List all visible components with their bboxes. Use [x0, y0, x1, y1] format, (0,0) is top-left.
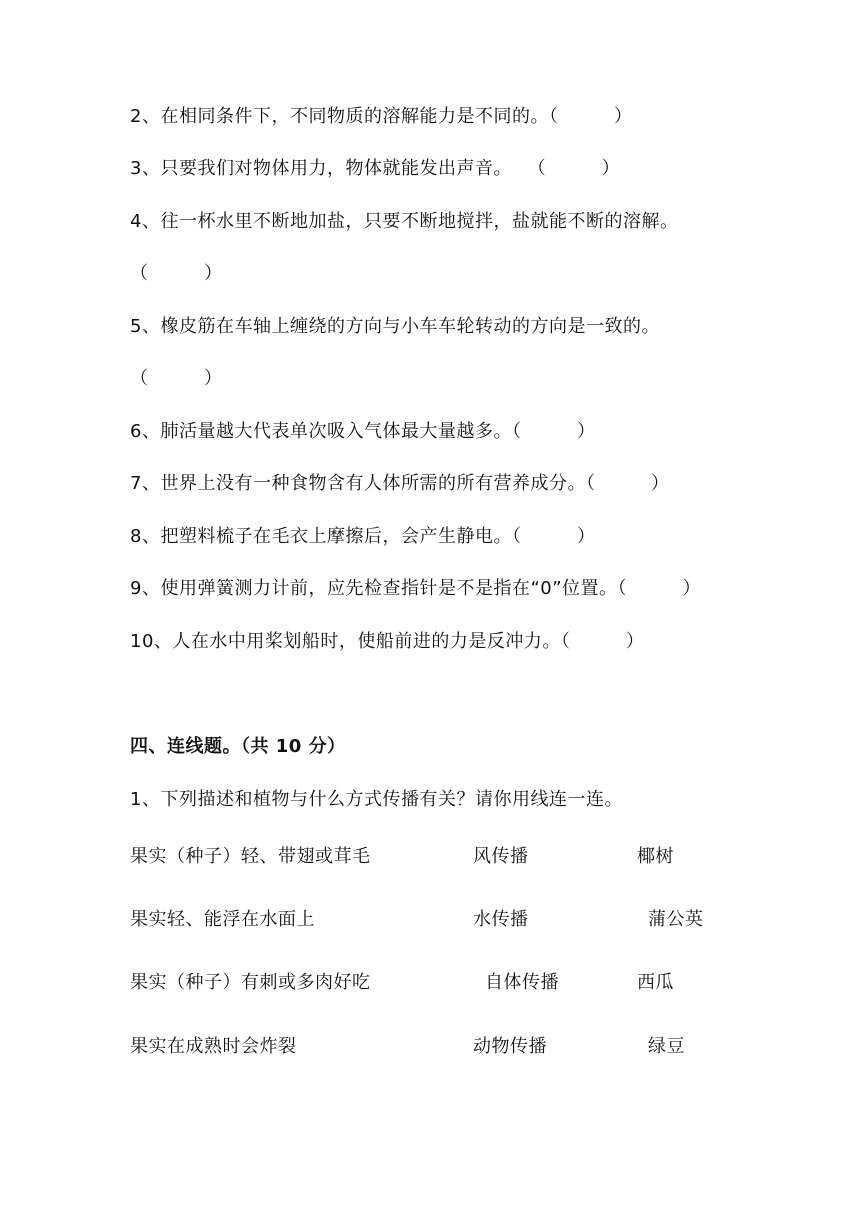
plant-text: 蒲公英	[648, 909, 704, 930]
judgment-item: 8、把塑料梳子在毛衣上摩擦后，会产生静电。（ ）	[130, 526, 596, 547]
description-text: 果实在成熟时会炸裂	[130, 1036, 297, 1057]
judgment-item: 2、在相同条件下，不同物质的溶解能力是不同的。（ ）	[130, 106, 633, 127]
judgment-item: 3、只要我们对物体用力，物体就能发出声音。 （ ）	[130, 158, 621, 179]
method-text: 自体传播	[485, 972, 559, 993]
method-text: 风传播	[473, 846, 529, 867]
answer-blank: （ ）	[130, 263, 223, 284]
judgment-item: 10、人在水中用桨划船时，使船前进的力是反冲力。（ ）	[130, 631, 645, 652]
method-text: 水传播	[473, 909, 529, 930]
judgment-item: 9、使用弹簧测力计前，应先检查指针是不是指在“0”位置。（ ）	[130, 578, 702, 599]
answer-blank: （ ）	[130, 368, 223, 389]
judgment-item: 4、往一杯水里不断地加盐，只要不断地搅拌，盐就能不断的溶解。	[130, 211, 679, 232]
description-text: 果实（种子）轻、带翅或茸毛	[130, 846, 371, 867]
section-heading: 四、连线题。（共 10 分）	[130, 736, 346, 757]
description-text: 果实轻、能浮在水面上	[130, 909, 315, 930]
plant-text: 椰树	[637, 846, 674, 867]
matching-question: 1、下列描述和植物与什么方式传播有关？请你用线连一连。	[130, 789, 623, 810]
method-text: 动物传播	[473, 1036, 547, 1057]
judgment-item: 6、肺活量越大代表单次吸入气体最大量越多。（ ）	[130, 421, 596, 442]
judgment-item: 7、世界上没有一种食物含有人体所需的所有营养成分。（ ）	[130, 473, 670, 494]
plant-text: 西瓜	[637, 972, 674, 993]
plant-text: 绿豆	[648, 1036, 685, 1057]
description-text: 果实（种子）有刺或多肉好吃	[130, 972, 371, 993]
judgment-item: 5、橡皮筋在车轴上缠绕的方向与小车车轮转动的方向是一致的。	[130, 316, 660, 337]
